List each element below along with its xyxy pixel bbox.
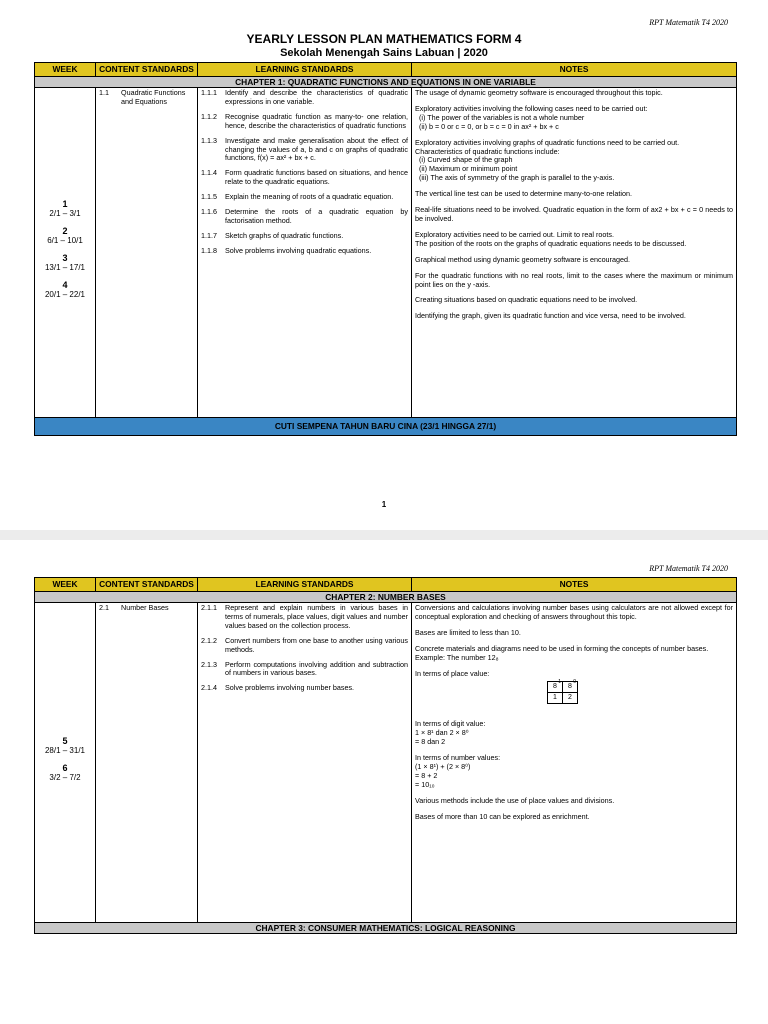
note: Identifying the graph, given its quadratic function and vice versa, need to be involved. (415, 311, 686, 321)
week-number: 1 (62, 198, 68, 209)
document-title (0, 32, 768, 60)
note: For the quadratic functions with no real roots, limit to the cases where the maximum or minimum point lies on the y -axis. (415, 270, 733, 289)
next-chapter-row (35, 923, 737, 934)
week-number: 2 (62, 225, 68, 236)
learning-cell (198, 88, 412, 418)
note: Exploratory activities involving the following cases need to be carried out: (i) The power of the variables is not a whole number (ii) b = 0 or c = 0, or b = c = 0 in ax² + bx + c (415, 103, 648, 131)
learning-standard: 1.1.8 Solve problems involving quadratic equations. (201, 245, 372, 255)
note: Graphical method using dynamic geometry software is encouraged. (415, 254, 630, 264)
learning-standard: 1.1.6 Determine the roots of a quadratic equation by factorisation method. (201, 207, 408, 225)
learning-standard: 2.1.2 Convert numbers from one base to another using various methods. (201, 635, 408, 654)
col-week: WEEK (35, 578, 96, 592)
note: Exploratory activities involving graphs of quadratic functions need to be carried out. Characteristics of quadratic functions include: (i) Curved shape of the graph (ii) Maximum or minimum point (iii) The axis of symmetry of the graph is parallel to the y-axis. (415, 137, 680, 183)
week-number: 3 (62, 252, 68, 263)
learning-standard: 1.1.7 Sketch graphs of quadratic functions. (201, 230, 344, 240)
learning-standard: 2.1.4 Solve problems involving number bases. (201, 683, 355, 693)
place-value-cell: 8 1 (548, 682, 563, 693)
week-dates: 2/1 – 3/1 (49, 208, 81, 218)
note: Conversions and calculations involving number bases using calculators are not allowed except for conceptual exploration and checking of answers throughout this topic. (415, 603, 733, 621)
table-row (35, 88, 737, 418)
table-row (35, 603, 737, 923)
note: Bases of more than 10 can be explored as enrichment. (415, 811, 590, 821)
notes-cell (412, 88, 737, 418)
week-dates: 13/1 – 17/1 (44, 262, 86, 272)
content-text: Number Bases (121, 603, 169, 612)
page-2 (0, 530, 768, 1024)
week-dates: 20/1 – 22/1 (44, 289, 86, 299)
content-number: 2.1 (99, 603, 109, 612)
table-header (35, 578, 737, 592)
place-value-table (547, 681, 578, 704)
title-line: YEARLY LESSON PLAN MATHEMATICS FORM 4 (246, 32, 522, 46)
notes-cell (412, 603, 737, 923)
school-line: Sekolah Menengah Sains Labuan | 2020 (280, 47, 488, 59)
chapter-title: CHAPTER 1: QUADRATIC FUNCTIONS AND EQUATIONS IN ONE VARIABLE (35, 77, 737, 88)
week-number: 5 (62, 735, 68, 746)
week-dates: 3/2 – 7/2 (49, 772, 81, 782)
note: In terms of number values: (1 × 8¹) + (2 × 8⁰) = 8 + 2 = 10₁₀ (415, 753, 501, 789)
col-notes: NOTES (412, 63, 737, 77)
content-cell (96, 603, 198, 923)
col-notes: NOTES (412, 578, 737, 592)
learning-standard: 2.1.1 Represent and explain numbers in various bases in terms of numerals, place values, digit values and number values based on the collection process. (201, 603, 408, 630)
content-number: 1.1 (99, 88, 109, 97)
note: Concrete materials and diagrams need to be used in forming the concepts of number bases. Example: The number 12₈ (415, 643, 709, 662)
note: Bases are limited to less than 10. (415, 627, 521, 637)
col-content: CONTENT STANDARDS (96, 63, 198, 77)
week-cell (35, 603, 96, 923)
header-tag: RPT Matematik T4 2020 (649, 18, 728, 27)
note: The usage of dynamic geometry software is encouraged throughout this topic. (415, 88, 663, 97)
chapter-row (35, 592, 737, 603)
lesson-plan-table-1 (34, 62, 737, 436)
holiday-row (35, 418, 737, 436)
content-cell (96, 88, 198, 418)
learning-standard: 2.1.3 Perform computations involving addition and subtraction of numbers in various bases. (201, 659, 408, 678)
learning-standard: 1.1.4 Form quadratic functions based on situations, and hence relate to the quadratic equations. (201, 168, 408, 187)
note: Various methods include the use of place values and divisions. (415, 795, 615, 805)
chapter-row (35, 77, 737, 88)
place-value-cell: 8 0 (563, 682, 578, 693)
learning-standard: 1.1.3 Investigate and make generalisation about the effect of changing the values of a, b and c on graphs of quadratic functions, f(x) = ax² + bx + c. (201, 135, 408, 163)
digit-cell: 2 (563, 693, 578, 704)
note: The vertical line test can be used to determine many-to-one relation. (415, 189, 632, 199)
learning-standard: 1.1.1 Identify and describe the characteristics of quadratic expressions in one variable. (201, 88, 408, 106)
lesson-plan-table-2 (34, 577, 737, 934)
learning-standard: 1.1.2 Recognise quadratic function as many-to- one relation, hence, describe the characteristics of quadratic functions (201, 111, 408, 130)
col-learning: LEARNING STANDARDS (198, 578, 412, 592)
note: In terms of place value: (415, 668, 490, 678)
col-week: WEEK (35, 63, 96, 77)
week-dates: 28/1 – 31/1 (44, 745, 86, 755)
chapter-title: CHAPTER 2: NUMBER BASES (35, 592, 737, 603)
week-dates: 6/1 – 10/1 (47, 235, 83, 245)
note: Exploratory activities need to be carried out. Limit to real roots. The position of the roots on the graphs of quadratic equations needs to be discussed. (415, 229, 687, 248)
learning-cell (198, 603, 412, 923)
week-cell (35, 88, 96, 418)
learning-standard: 1.1.5 Explain the meaning of roots of a quadratic equation. (201, 192, 394, 202)
digit-cell: 1 (548, 693, 563, 704)
content-text: Quadratic Functions and Equations (121, 88, 186, 106)
header-tag: RPT Matematik T4 2020 (649, 564, 728, 573)
next-chapter-title: CHAPTER 3: CONSUMER MATHEMATICS: LOGICAL REASONING (35, 923, 737, 934)
week-number: 4 (62, 279, 68, 290)
col-learning: LEARNING STANDARDS (198, 63, 412, 77)
table-header (35, 63, 737, 77)
page-number: 1 (381, 500, 387, 509)
col-content: CONTENT STANDARDS (96, 578, 198, 592)
note: Creating situations based on quadratic equations need to be involved. (415, 295, 638, 305)
holiday-text: CUTI SEMPENA TAHUN BARU CINA (23/1 HINGGA 27/1) (35, 418, 737, 436)
week-number: 6 (62, 762, 68, 773)
note: In terms of digit value: 1 × 8¹ dan 2 × 8⁰ = 8 dan 2 (415, 719, 486, 747)
note: Real-life situations need to be involved. Quadratic equation in the form of ax2 + bx + c = 0 needs to be involved. (415, 205, 733, 223)
